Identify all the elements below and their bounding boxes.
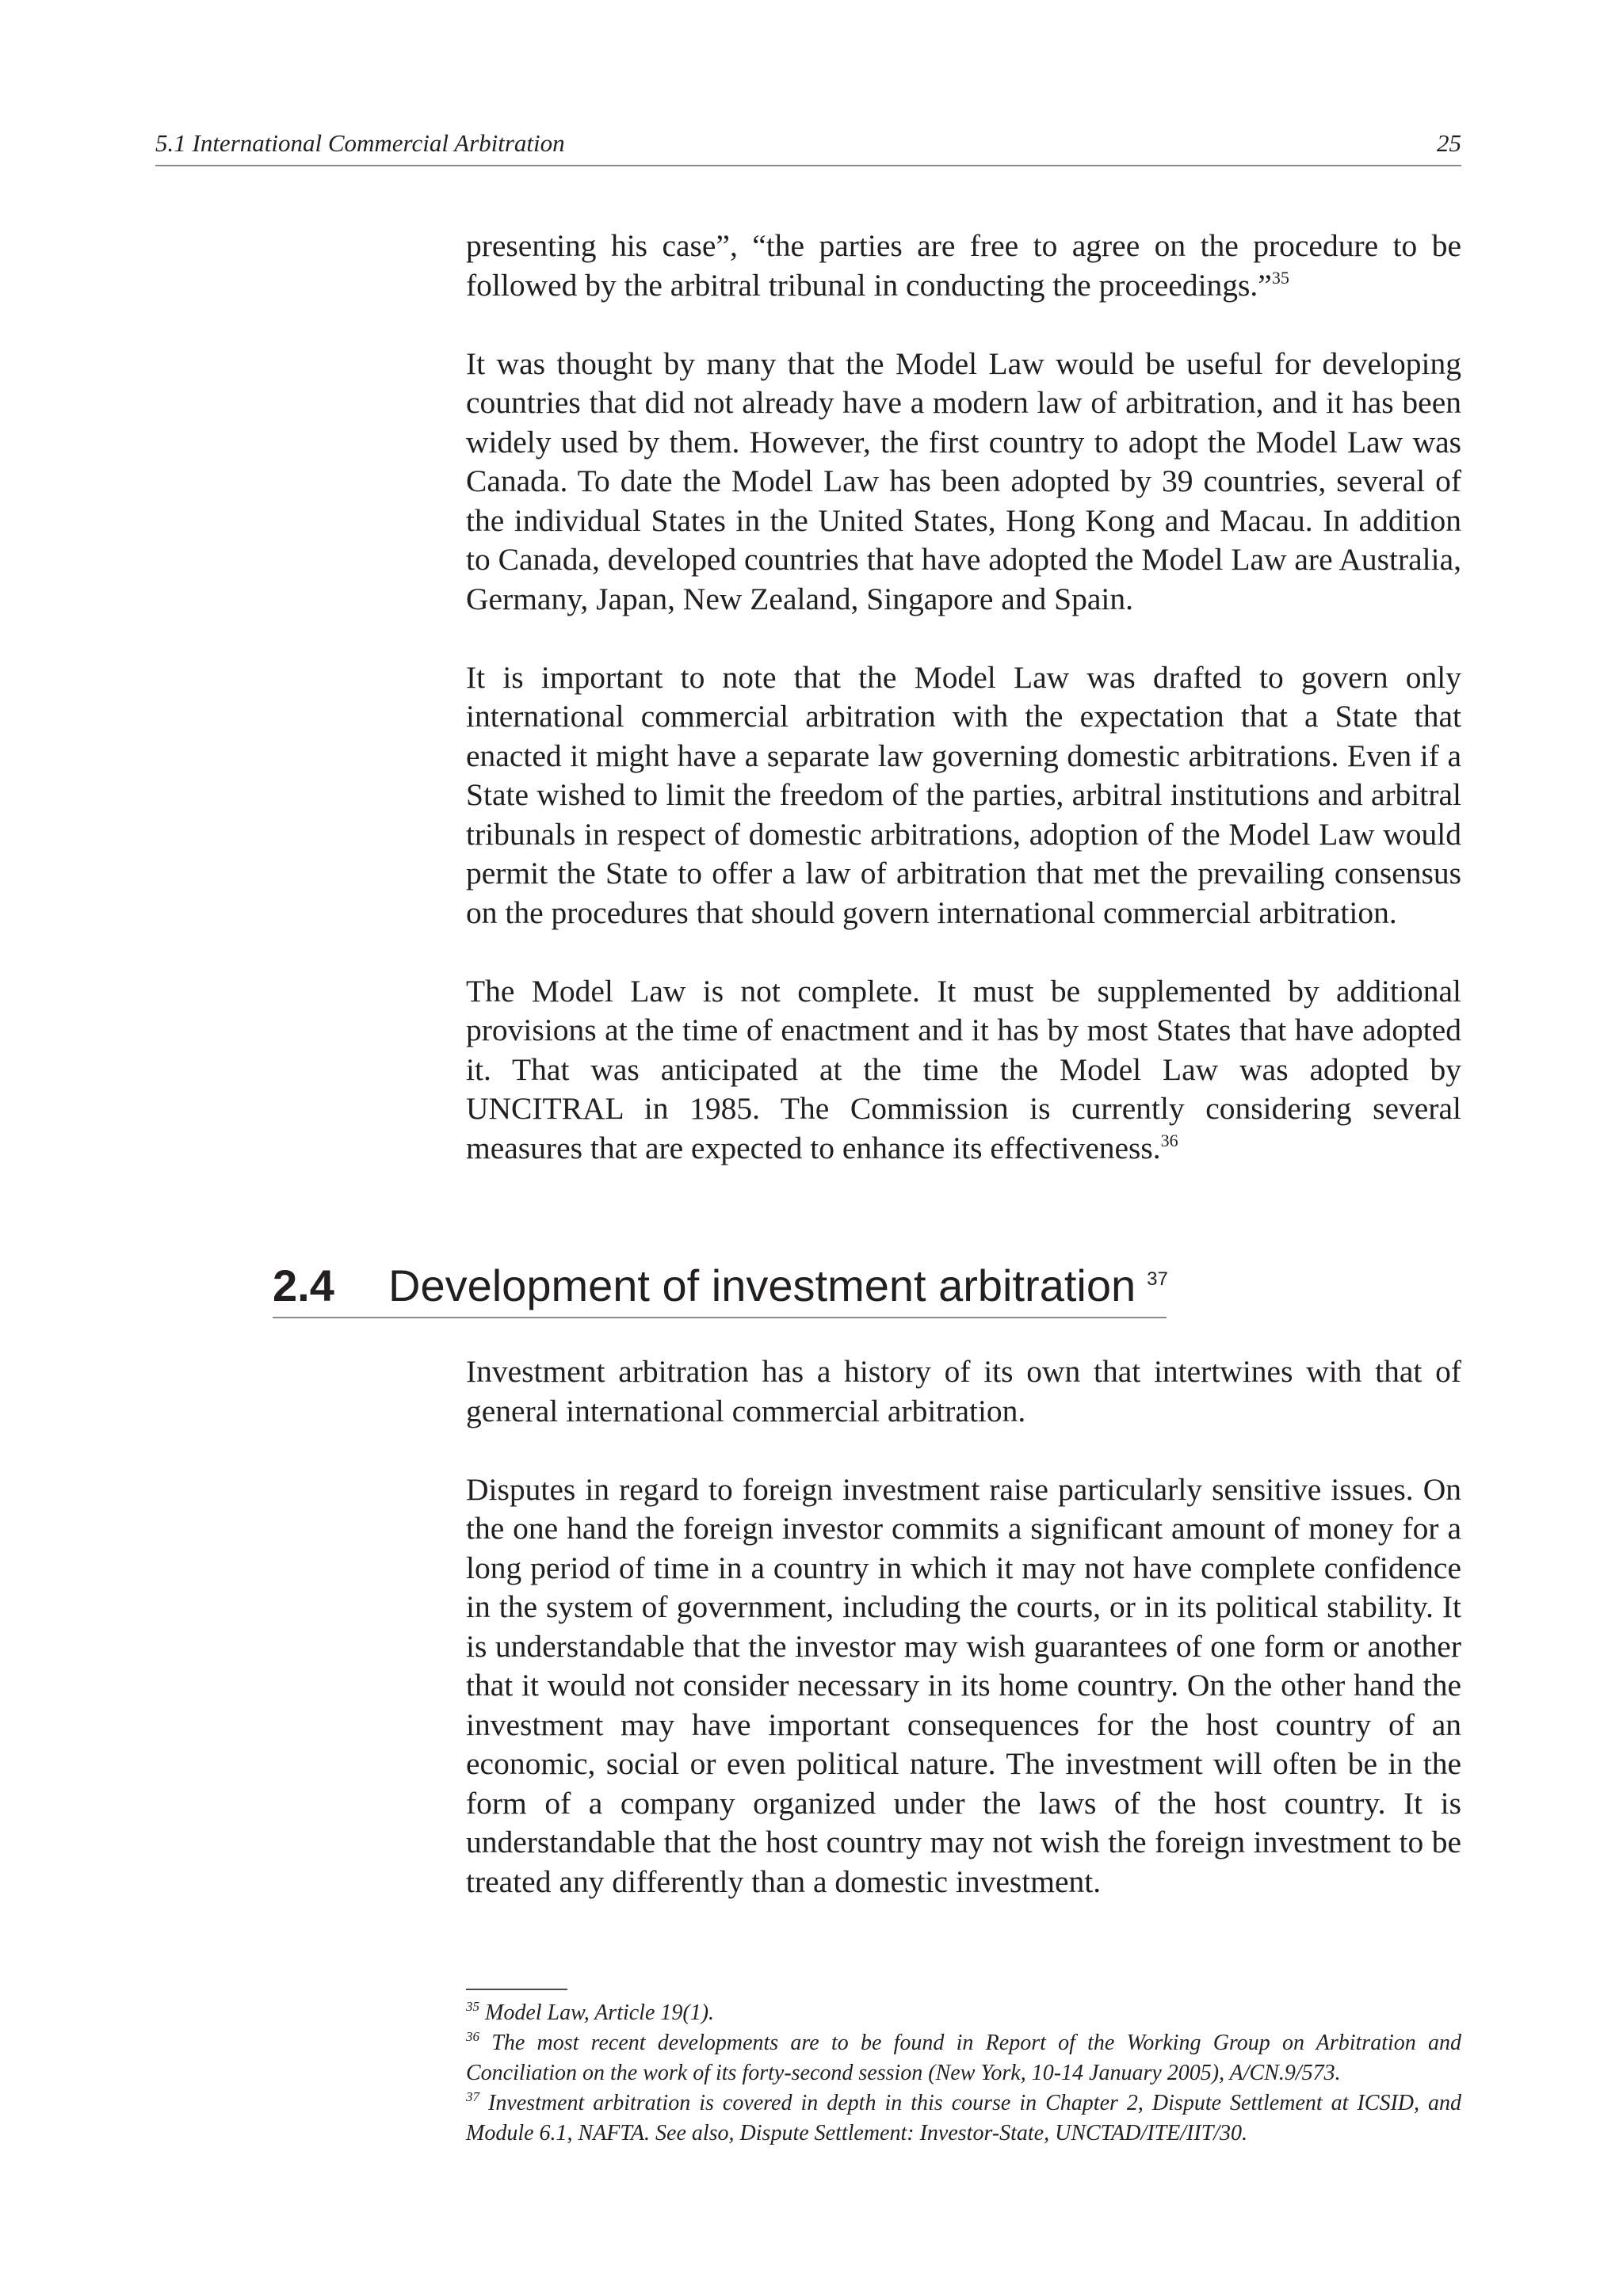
paragraph bbox=[466, 972, 1461, 1169]
footnote-divider bbox=[466, 1989, 567, 1990]
footnote-ref-35: 35 bbox=[1271, 267, 1289, 288]
body-text-bottom bbox=[466, 1352, 1461, 1901]
footnote-35 bbox=[466, 1998, 1461, 2028]
footnote-number: 36 bbox=[466, 2029, 479, 2044]
footnote-37 bbox=[466, 2088, 1461, 2149]
footnote-text: Model Law, Article 19(1). bbox=[479, 2000, 715, 2025]
footnote-number: 37 bbox=[466, 2089, 479, 2104]
paragraph-text: Investment arbitration has a history of its own that intertwines with that of general international commercial arbitration. bbox=[466, 1354, 1461, 1428]
paragraph-text: Disputes in regard to foreign investment raise particularly sensitive issues. On the one hand the foreign investor commits a significant amount of money for a long period of time in a country in which it may not have complete confidence in the system of government, including the courts, or in its political stability. It is understandable that the investor may wish guarantees of one form or another that it would not consider necessary in its home country. On the other hand the investment may have important consequences for the host country of an economic, social or even political nature. The investment will often be in the form of a company organized under the laws of the host country. It is understandable that the host country may not wish the foreign investment to be treated any differently than a domestic investment. bbox=[466, 1471, 1461, 1899]
footnote-text: The most recent developments are to be found in Report of the Working Group on Arbitration and Conciliation on the work of its forty-second session (New York, 10-14 January 2005), A/CN.9/573. bbox=[466, 2031, 1461, 2085]
paragraph bbox=[466, 1470, 1461, 1902]
footnote-number: 35 bbox=[466, 1999, 479, 2014]
footnote-ref-37: 37 bbox=[1147, 1268, 1168, 1290]
footnotes bbox=[466, 1998, 1461, 2149]
footnote-ref-36: 36 bbox=[1160, 1130, 1178, 1150]
paragraph bbox=[466, 1352, 1461, 1431]
paragraph-text: It is important to note that the Model Law was drafted to govern only international commercial arbitration with the expectation that a State that enacted it might have a separate law governing domestic arbitrations. Even if a State wished to limit the freedom of the parties, arbitral institutions and arbitral tribunals in respect of domestic arbitrations, adoption of the Model Law would permit the State to offer a law of arbitration that met the prevailing consensus on the procedures that should govern international commercial arbitration. bbox=[466, 659, 1461, 930]
running-header bbox=[155, 125, 1461, 166]
section-heading bbox=[273, 1258, 1167, 1318]
body-text-top bbox=[466, 227, 1461, 1168]
page-number: 25 bbox=[1437, 129, 1461, 157]
footnote-36 bbox=[466, 2028, 1461, 2088]
running-header-section: 5.1 International Commercial Arbitration bbox=[155, 129, 565, 157]
paragraph bbox=[466, 658, 1461, 933]
section-number: 2.4 bbox=[273, 1261, 334, 1310]
section-title-text: Development of investment arbitration bbox=[388, 1261, 1136, 1310]
paragraph-text: The Model Law is not complete. It must be supplemented by additional provisions at the time of enactment and it has by most States that have adopted it. That was anticipated at the time the Model Law was adopted by UNCITRAL in 1985. The Commission is currently considering several measures that are expected to enhance its effectiveness. bbox=[466, 973, 1461, 1165]
paragraph bbox=[466, 227, 1461, 305]
paragraph bbox=[466, 345, 1461, 620]
section-title bbox=[388, 1258, 1168, 1314]
paragraph-text: presenting his case”, “the parties are free to agree on the procedure to be followed by the arbitral tribunal in conducting the proceedings.” bbox=[466, 228, 1461, 303]
paragraph-text: It was thought by many that the Model Law would be useful for developing countries that did not already have a modern law of arbitration, and it has been widely used by them. However, the first country to adopt the Model Law was Canada. To date the Model Law has been adopted by 39 countries, several of the individual States in the United States, Hong Kong and Macau. In addition to Canada, developed countries that have adopted the Model Law are Australia, Germany, Japan, New Zealand, Singapore and Spain. bbox=[466, 345, 1461, 616]
footnote-text: Investment arbitration is covered in depth in this course in Chapter 2, Dispute Settlement at ICSID, and Module 6.1, NAFTA. See also, Dispute Settlement: Investor-State, UNCTAD/ITE/IIT/30. bbox=[466, 2091, 1461, 2145]
